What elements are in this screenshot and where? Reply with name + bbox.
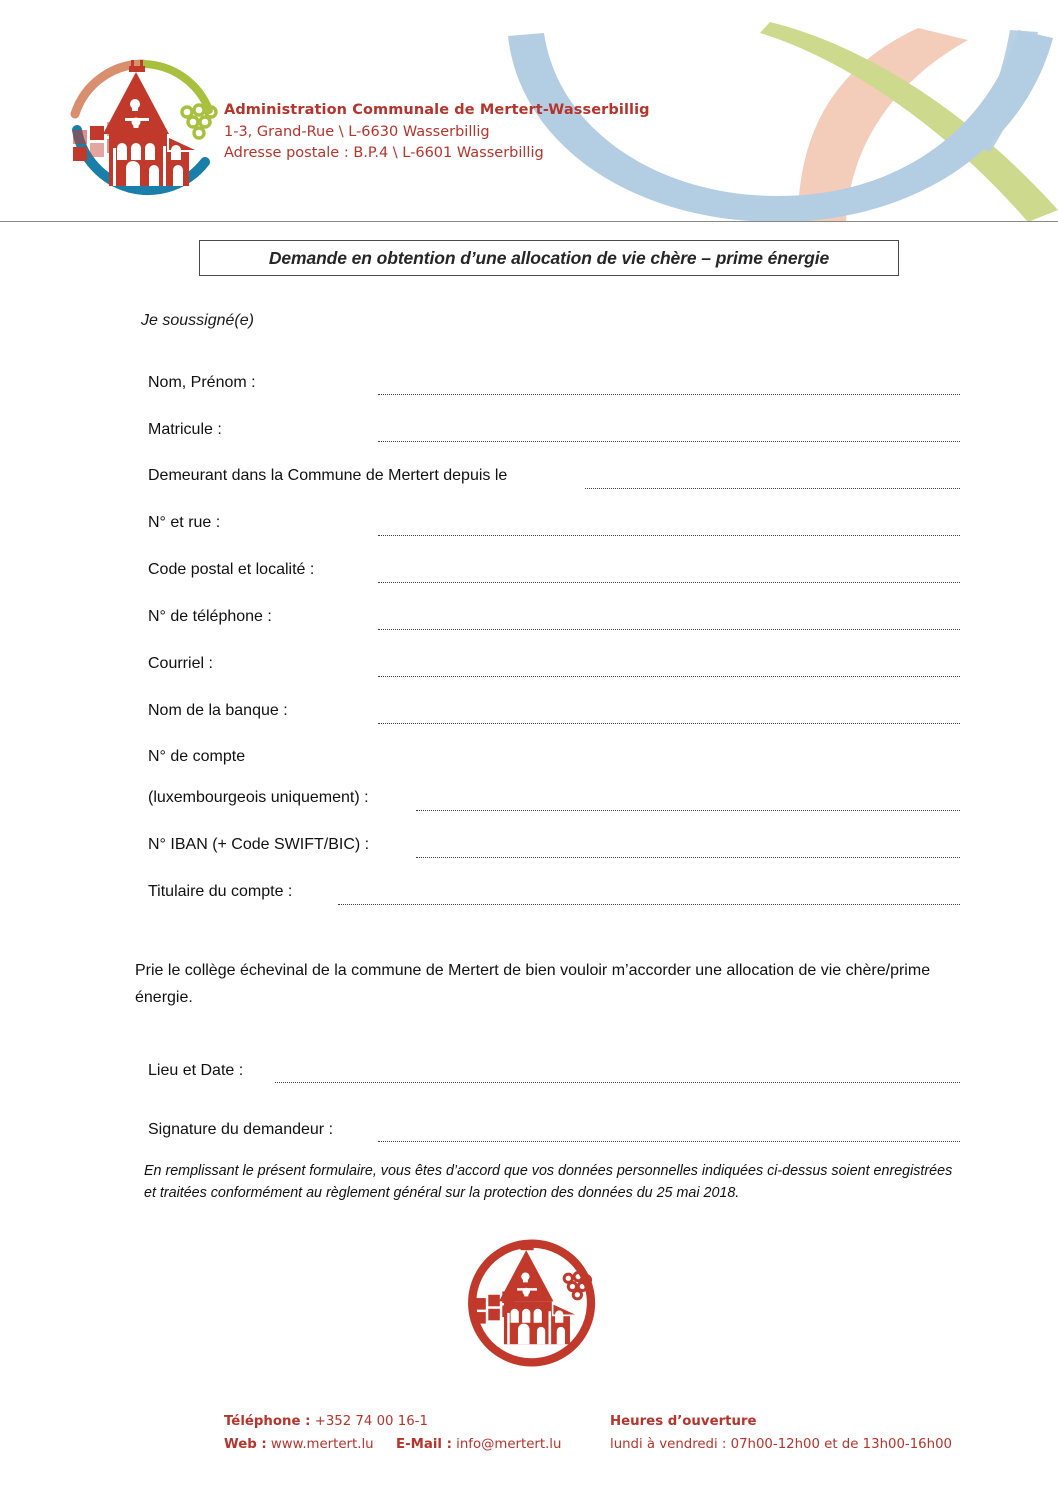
hours-label: Heures d’ouverture [610,1414,757,1429]
field-label: Matricule : [148,421,222,438]
input-iban[interactable] [416,857,960,858]
field-label: Demeurant dans la Commune de Mertert depuis le [148,467,508,484]
field-label: Signature du demandeur : [148,1121,334,1138]
footer-phone-row [224,1410,561,1433]
field-label: N° de compte [148,748,246,765]
footer-divider [0,1384,1058,1385]
field-label: Courriel : [148,655,213,672]
input-demeurant-depuis[interactable] [585,488,960,489]
phone-value: +352 74 00 16-1 [314,1414,428,1429]
gdpr-notice: En remplissant le présent formulaire, vous êtes d’accord que vos données personnelles indiquées ci-dessus soient enregistrées et traitées conformément au règlement général sur la protection des données du 25 mai 2018. [144,1163,953,1201]
field-label: Lieu et Date : [148,1062,244,1079]
organisation-address-block [224,100,650,165]
field-label: Code postal et localité : [148,561,315,578]
field-label: N° et rue : [148,514,221,531]
email-value[interactable]: info@mertert.lu [456,1437,562,1452]
web-value[interactable]: www.mertert.lu [270,1437,374,1452]
footer-web-email-row [224,1433,561,1456]
input-lieu-date[interactable] [275,1082,960,1083]
field-label: N° IBAN (+ Code SWIFT/BIC) : [148,836,370,853]
intro-text: Je soussigné(e) [141,312,254,329]
input-telephone[interactable] [378,629,960,630]
input-numero-rue[interactable] [378,535,960,536]
footer-hours-column [610,1410,952,1456]
field-label: Nom de la banque : [148,702,288,719]
mertert-wasserbillig-seal-icon [466,1237,598,1369]
field-label: Titulaire du compte : [148,883,293,900]
org-name: Administration Communale de Mertert-Wasserbillig [224,102,650,118]
field-label: (luxembourgeois uniquement) : [148,789,369,806]
input-code-postal-localite[interactable] [378,582,960,583]
input-courriel[interactable] [378,676,960,677]
web-label: Web : [224,1437,267,1452]
input-signature[interactable] [378,1141,960,1142]
footer-contact-column [224,1410,561,1456]
page-header [0,0,1058,222]
page-footer [0,1410,1058,1480]
page-title: Demande en obtention d’une allocation de vie chère – prime énergie [268,247,830,268]
field-label: N° de téléphone : [148,608,272,625]
org-postal-address: Adresse postale : B.P.4 \ L-6601 Wasserbillig [224,145,544,161]
input-compte-luxembourgeois[interactable] [416,810,960,811]
header-divider [0,221,1058,222]
input-titulaire-compte[interactable] [338,904,960,905]
field-label: Nom, Prénom : [148,374,256,391]
org-street-address: 1-3, Grand-Rue \ L-6630 Wasserbillig [224,123,490,140]
phone-label: Téléphone : [224,1414,311,1429]
input-nom-banque[interactable] [378,723,960,724]
form-title-box [199,240,899,276]
input-nom-prenom[interactable] [378,394,960,395]
email-label: E-Mail : [396,1437,452,1452]
request-paragraph: Prie le collège échevinal de la commune de Mertert de bien vouloir m’accorder une allocation de vie chère/prime énergie. [135,962,931,1006]
hours-value: lundi à vendredi : 07h00-12h00 et de 13h00-16h00 [610,1437,952,1452]
input-matricule[interactable] [378,441,960,442]
mertert-wasserbillig-coat-of-arms-icon [63,56,223,216]
